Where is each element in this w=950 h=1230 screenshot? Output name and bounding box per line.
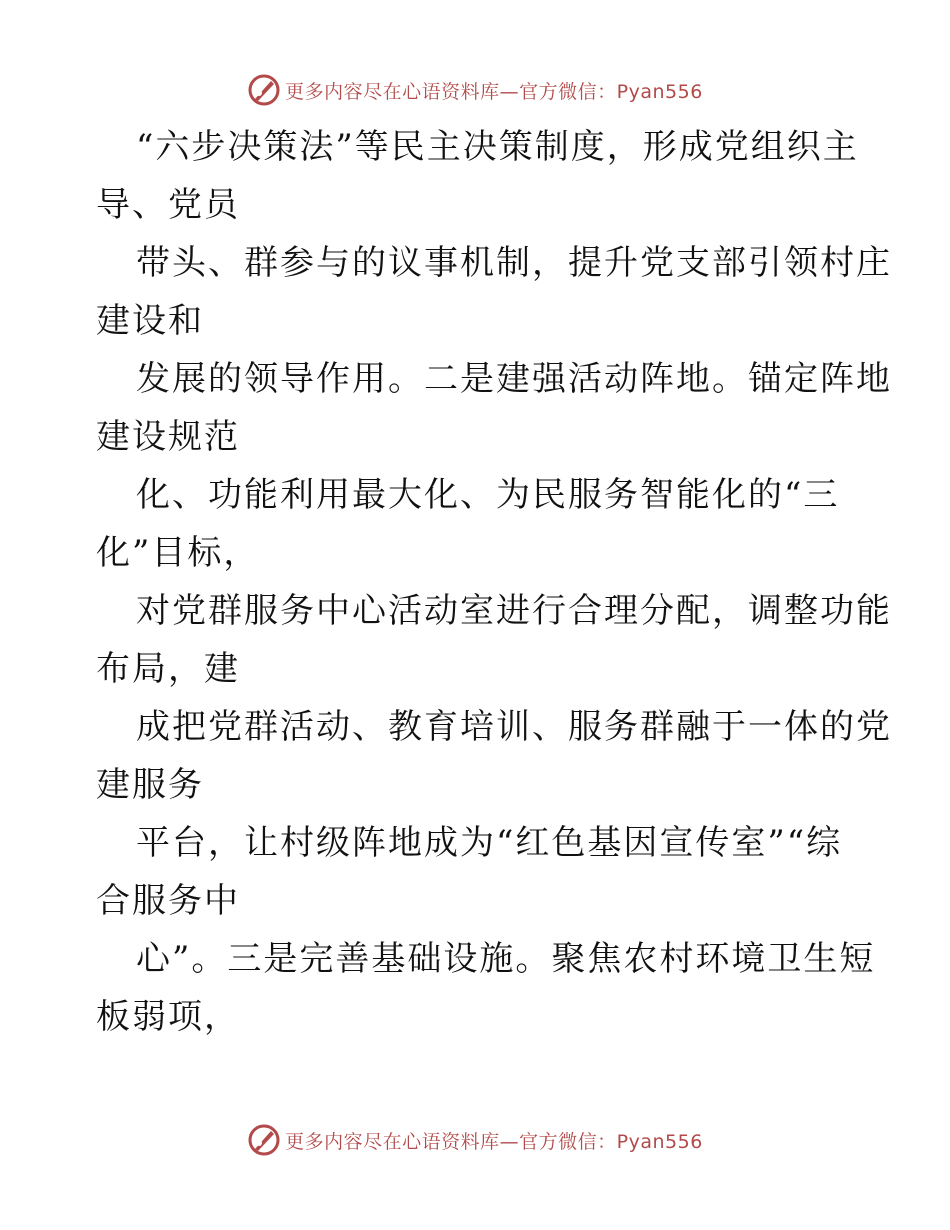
quill-logo-icon xyxy=(247,73,281,107)
text-line: 对党群服务中心活动室进行合理分配，调整功能 xyxy=(136,591,892,631)
header-banner-text: 更多内容尽在心语资料库—官方微信：Pyan556 xyxy=(285,80,703,103)
text-line: “六步决策法”等民主决策制度，形成党组织主 xyxy=(136,127,859,167)
text-line: 导、党员 xyxy=(96,185,240,225)
text-line: 化、功能利用最大化、为民服务智能化的“三 xyxy=(136,475,840,515)
footer-banner-text: 更多内容尽在心语资料库—官方微信：Pyan556 xyxy=(285,1130,703,1153)
text-line: 建设和 xyxy=(96,301,204,341)
quill-logo-icon xyxy=(247,1123,281,1157)
text-line: 平台，让村级阵地成为“红色基因宣传室”“综 xyxy=(136,823,843,863)
text-line: 布局，建 xyxy=(96,649,240,689)
text-line: 建服务 xyxy=(96,765,204,805)
document-body xyxy=(96,118,892,1046)
text-line: 心”。三是完善基础设施。聚焦农村环境卫生短 xyxy=(136,939,876,979)
text-line: 板弱项， xyxy=(96,997,240,1037)
text-line: 建设规范 xyxy=(96,417,240,457)
text-line: 带头、群参与的议事机制，提升党支部引领村庄 xyxy=(136,243,892,283)
text-line: 化”目标， xyxy=(96,533,260,573)
header-banner xyxy=(0,70,950,110)
text-line: 成把党群活动、教育培训、服务群融于一体的党 xyxy=(136,707,892,747)
footer-banner xyxy=(0,1120,950,1160)
text-line: 合服务中 xyxy=(96,881,240,921)
text-line: 发展的领导作用。二是建强活动阵地。锚定阵地 xyxy=(136,359,892,399)
